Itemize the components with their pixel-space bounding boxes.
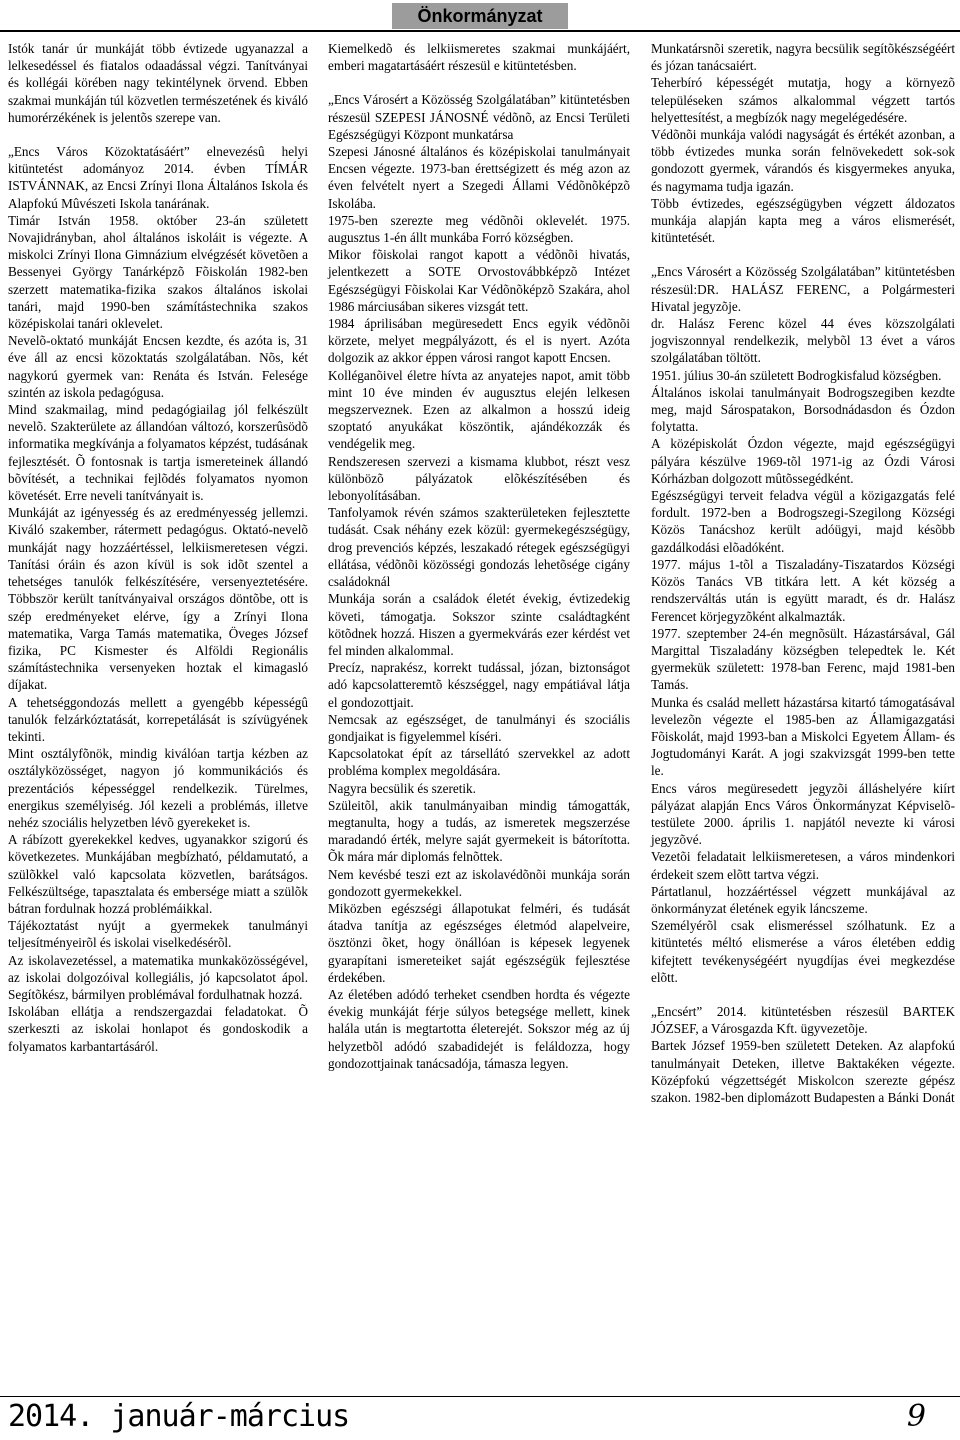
- paragraph: Személyérõl csak elismeréssel szólhatunk. Ez a kitüntetés méltó elismerése a város életében eddig kifejtett tevékenységéért nyugdíjas évei megkezdése elõtt.: [651, 918, 955, 985]
- paragraph: Mint osztályfõnök, mindig kiválóan tartja kézben az osztályközösséget, nagyon jó kommunikációs és prezentációs képességgel rendelkezik. Türelmes, energikus személyiség. Jól kezeli a problémás, illetve nehéz szociális helyzetben lévõ gyerekeket is.: [8, 746, 308, 830]
- paragraph: Nevelõ-oktató munkáját Encsen kezdte, és azóta is, 31 éve áll az encsi közoktatás szolgálatában. Nõs, két nagykorú gyermek van: Renáta és István. Felesége szintén az iskola pedagógusa.: [8, 333, 308, 400]
- paragraph: Szepesi Jánosné általános és középiskolai tanulmányait Encsen végezte. 1973-ban érettségizett és még azon az éven felvételt nyert a Szegedi Állami Védõnõképzõ Iskolába.: [328, 144, 630, 211]
- paragraph: Pártatlanul, hozzáértéssel végzett munkájával az önkormányzat életének egyik láncszeme.: [651, 883, 955, 916]
- section-title: Önkormányzat: [392, 3, 568, 29]
- award-intro-paragraph: „Encs Városért a Közösség Szolgálatában” kitüntetésben részesül SZEPESI JÁNOSNÉ védõnõ, az Encsi Területi Egészségügyi Központ munkatársa: [328, 92, 630, 142]
- paragraph: 1951. július 30-án született Bodrogkisfalud községben.: [651, 367, 942, 383]
- paragraph: A tehetséggondozás mellett a gyengébb képességû tanulók felzárkóztatását, korrepetálását is szívügyének tekinti.: [8, 694, 308, 744]
- paragraph: Több évtizedes, egészségügyben végzett áldozatos munkája alapján kapta meg a város elismerését, kitüntetését.: [651, 195, 955, 246]
- column-3: [651, 40, 955, 1106]
- paragraph: Nagyra becsülik és szeretik.: [328, 780, 476, 796]
- paragraph: Munkáját az igényesség és az eredményesség jellemzi. Kiváló szakember, rátermett pedagógus. Oktató-nevelõ munkáját nagy hozzáértéssel, lelkiismeretesen végzi. Tanítási óráin és azon kívül is sok idõt szentel a tehetséges tanulók felkészítésére, versenyeztetésére. Többször került tanítványaival országos döntõbe, ott is szép eredményeket elérve, így a Zrínyi Ilona matematika, Varga Tamás matematika, Öveges József fizika, PC Kismester és Alföldi Regionális számítástechnika versenyeken hoztak el kimagasló díjakat.: [8, 505, 308, 693]
- paragraph: Tájékoztatást nyújt a gyermekek tanulmányi teljesítményeirõl és iskolai viselkedésérõl.: [8, 918, 308, 951]
- paragraph: Az iskolavezetéssel, a matematika munkaközösségével, az iskolai dolgozóival kollegiális, jó kapcsolatot ápol. Segítõkész, bármilyen problémával fordulhatnak hozzá.: [8, 952, 308, 1002]
- paragraph: Iskolában ellátja a rendszergazdai feladatokat. Õ szerkeszti az iskolai honlapot és gondoskodik a folyamatos karbantartásáról.: [8, 1004, 308, 1054]
- paragraph: Védõnõi munkája valódi nagyságát és értékét azonban, a több évtizedes munka során felnövekedett sok-sok gondozott gyermek, várandós és kisgyermekes anyuka, és nagymama tudja igazán.: [651, 127, 955, 194]
- page-header: [0, 0, 960, 32]
- paragraph: Munkája során a családok életét évekig, évtizedekig követi, támogatja. Sokszor szinte családtagként kötõdnek hozzá. Hiszen a gyermekvárás ezer kérdést vet fel minden alkalommal.: [328, 591, 630, 658]
- paragraph: Rendszeresen szervezi a kismama klubbot, részt vesz különbözõ pályázatok elõkészítésében és lebonyolításában.: [328, 453, 630, 504]
- paragraph: Nemcsak az egészséget, de tanulmányi és szociális gondjaikat is figyelemmel kíséri.: [328, 711, 630, 744]
- page-number: 9: [906, 1399, 926, 1434]
- paragraph: A középiskolát Ózdon végezte, majd egészségügyi pályára készülve 1969-tõl 1971-ig az Ózdi Városi Kórházban dolgozott mûtõssegédként.: [651, 436, 955, 486]
- header-rule: [0, 30, 960, 32]
- column-1: [8, 40, 308, 1055]
- paragraph: Kolléganõivel életre hívta az anyatejes napot, amit több mint 10 éve minden év augusztus elején lelkesen megszerveznek. Ezen az alkalmon a hosszú ideig szoptató anyukákat köszöntik, ajándékozzák és vendégelik meg.: [328, 367, 630, 452]
- paragraph: 1977. május 1-tõl a Tiszaladány-Tiszatardos Községi Közös Tanács VB titkára lett. A két község a rendszerváltás után is együtt maradt, és dr. Halász Ferencet körjegyzõként alkalmazták.: [651, 556, 955, 624]
- paragraph: Kapcsolatokat épít az társellátó szervekkel az adott probléma komplex megoldására.: [328, 746, 630, 779]
- footer-rule: [0, 1396, 960, 1397]
- column-2: [328, 40, 630, 1072]
- paragraph: Tanfolyamok révén számos szakterületeken fejlesztette tudását. Csak néhány ezek közül: gyermekegészségügy, drog prevenciós képzés, leszakadó rétegek egészségügyi ellátása, védõnõi közösségi gondozás lehetõsége cigány családoknál: [328, 505, 630, 590]
- issue-date: 2014. január-március: [8, 1399, 350, 1434]
- paragraph: 1977. szeptember 24-én megnõsült. Házastársával, Gál Margittal Tiszaladány községben telepedtek le. Két gyermekük született: 1978-ban Ferenc, majd 1981-ben Tamás.: [651, 625, 955, 693]
- paragraph: Nem kevésbé teszi ezt az iskolavédõnõi munkája során gondozott gyermekekkel.: [328, 866, 630, 899]
- paragraph: Timár István 1958. október 23-án született Novajidrányban, ahol általános iskoláit is végezte. A miskolci Zrínyi Ilona Gimnázium elvégzését követõen a Bessenyei György Tanárképzõ Fõiskolán 1982-ben szerzett matematika-fizika szakos általános iskolai tanári, majd 1990-ben számítástechnika szakos középiskolai tanári oklevelet.: [8, 212, 308, 332]
- paragraph: 1984 áprilisában megüresedett Encs egyik védõnõi körzete, melyet megpályázott, és el is nyert. Azóta dolgozik az akkor éppen városi rangot kapott Encsen.: [328, 316, 630, 366]
- paragraph: Teherbíró képességét mutatja, hogy a környezõ településeken számos alkalommal végzett tartós helyettesítést, a megbízók nagy megelégedésére.: [651, 75, 955, 125]
- paragraph: Precíz, naprakész, korrekt tudással, józan, biztonságot adó kapcsolatteremtõ készséggel, nagy empátiával látja el gondozottjait.: [328, 660, 630, 710]
- paragraph: Bartek József 1959-ben született Deteken. Az alapfokú tanulmányait Deteken, illetve Baktakéken végezte. Középfokú végzettségét Miskolcon szerezte gépész szakon. 1982-ben diplomázott Budapesten a Bánki Donát: [651, 1038, 955, 1105]
- award-intro-paragraph: „Encs Város Közoktatásáért” elnevezésû helyi kitüntetést adományoz 2014. évben TÍMÁR ISTVÁNNAK, az Encsi Zrínyi Ilona Általános Iskola és Alapfokú Mûvészeti Iskola tanárának.: [8, 144, 308, 211]
- paragraph: Vezetõi feladatait lelkiismeretesen, a város mindenkori érdekeit szem elõtt tartva végzi.: [651, 849, 955, 882]
- paragraph: Istók tanár úr munkáját több évtizede ugyanazzal a lelkesedéssel és fiatalos odaadással végzi. Tanítványai és kollégái körében nagy tekintélynek örvend. Ebben szakmai munkáján túl közvetlen természetének és kiváló humorérzékének is jelentõs szerepe van.: [8, 41, 308, 125]
- paragraph: Általános iskolai tanulmányait Bodrogszegiben kezdte meg, majd Sárospatakon, Borsodnádasdon és Ózdon folytatta.: [651, 384, 955, 435]
- paragraph: Encs város megüresedett jegyzõi álláshelyére kiírt pályázat alapján Encs Város Önkormányzat Képviselõ-testülete 2000. április 1. napjától nevezte ki városi jegyzõvé.: [651, 780, 955, 848]
- paragraph: Kiemelkedõ és lelkiismeretes szakmai munkájáért, emberi magatartásáért részesül e kitüntetésben.: [328, 41, 630, 74]
- award-intro-paragraph: „Encs Városért a Közösség Szolgálatában” kitüntetésben részesül:DR. HALÁSZ FERENC, a Polgármesteri Hivatal jegyzõje.: [651, 264, 955, 314]
- paragraph: Mind szakmailag, mind pedagógiailag jól felkészült nevelõ. Szakterülete az állandóan változó, korszerûsödõ informatika megkívánja a folyamatos képzést, tudásának fejlesztését. Õ fontosnak is tartja ismereteinek állandó bõvítését, a technikai fejlõdés folyamatos nyomon követését. Erre neveli tanítványait is.: [8, 402, 308, 504]
- paragraph: Egészségügyi terveit feladva végül a közigazgatás felé fordult. 1972-ben a Bodrogszegi-Szegilong Községi Közös Tanácshoz került adóügyi, majd késõbb gazdálkodási elõadóként.: [651, 488, 955, 555]
- paragraph: Az életében adódó terheket csendben hordta és végezte évekig munkáját férje súlyos betegsége mellett, kinek halála után is megtartotta életerejét. Sokszor még az új helyzetbõl adódó szabadidejét is feláldozza, hogy gondozottjainak tanácsadója, támasza legyen.: [328, 986, 630, 1071]
- paragraph: 1975-ben szerezte meg védõnõi oklevelét. 1975. augusztus 1-én állt munkába Forró községben.: [328, 212, 630, 246]
- paragraph: A rábízott gyerekekkel kedves, ugyanakkor szigorú és következetes. Munkájában megbízható, példamutató, a szülõkkel való kapcsolata közvetlen, barátságos. Felkészültsége, tapasztalata és embersége miatt a szülõk bátran fordulnak hozzá problémáikkal.: [8, 832, 308, 916]
- paragraph: Mikor fõiskolai rangot kapott a védõnõi hivatás, jelentkezett a SOTE Orvostovábbképzõ Intézet Egészségügyi Fõiskolai Kar Védõnõképzõ Szakára, ahol 1986 márciusában sikeres vizsgát tett.: [328, 247, 630, 314]
- award-intro-paragraph: „Encsért” 2014. kitüntetésben részesül BARTEK JÓZSEF, a Városgazda Kft. ügyvezetõje.: [651, 1003, 955, 1037]
- paragraph: Munka és család mellett házastársa kitartó támogatásával levelezõn végezte el 1985-ben az Államigazgatási Fõiskolát, majd 1993-ban a Miskolci Egyetem Állam- és Jogtudományi Karát. A jogi szakvizsgát 1999-ben tette le.: [651, 694, 955, 779]
- paragraph: dr. Halász Ferenc közel 44 éves közszolgálati jogviszonnyal rendelkezik, melybõl 13 évet a város szolgálatában töltött.: [651, 316, 955, 366]
- paragraph: Miközben egészségi állapotukat felméri, és tudását átadva tanítja az egészséges életmód alapelveire, ösztönzi õket, hogy önállóan is képesek legyenek gyarapítani ismereteiket saját egészségük fejlesztése érdekében.: [328, 900, 630, 985]
- paragraph: Szüleitõl, akik tanulmányaiban mindig támogatták, megtanulta, hogy a tudás, az ismeretek megszerzése maradandó érték, melyre saját gyermekeit is bátorította. Õk mára már diplomás felnõttek.: [328, 797, 630, 865]
- paragraph: Munkatársnõi szeretik, nagyra becsülik segítõkészségéért és józan tanácsaiért.: [651, 41, 955, 74]
